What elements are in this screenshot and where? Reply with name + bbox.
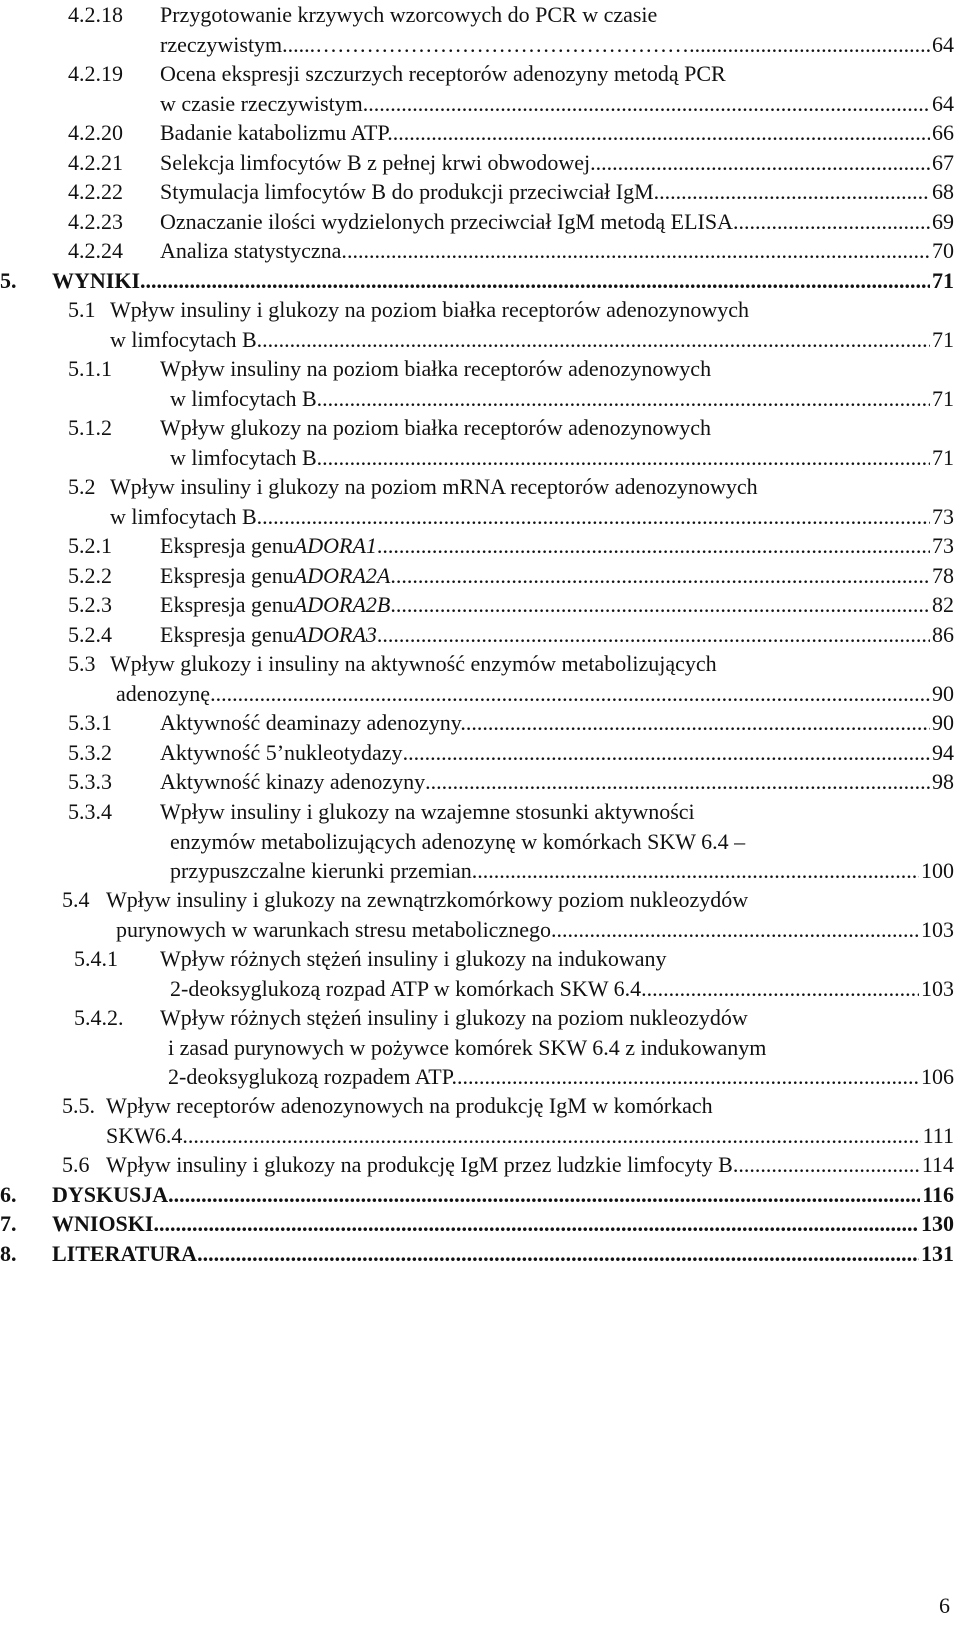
- toc-entry-number: 5.2: [68, 474, 96, 499]
- toc-entry-number: 5.2.4: [68, 622, 112, 647]
- page-number: 6: [939, 1593, 950, 1618]
- toc-entry-suffix: .: [390, 563, 396, 588]
- toc-entry-leader-line: [160, 177, 954, 207]
- toc-entry-number: 7.: [0, 1211, 17, 1236]
- toc-entry-number: 5.4: [62, 887, 90, 912]
- toc-entry-title-line: SKW6.4.: [106, 1122, 188, 1148]
- toc-entry-title-line: purynowych w warunkach stresu metabolicznego.: [116, 916, 557, 942]
- toc-entry-page-number: 71: [932, 268, 954, 293]
- toc-entry-title-line: w limfocytach B.: [110, 326, 263, 352]
- toc-entry-page-number: 73: [932, 533, 954, 558]
- toc-entry-page-number: 71: [932, 444, 954, 470]
- dot-leader: [403, 738, 930, 768]
- toc-entry-page-number: 68: [932, 179, 954, 204]
- toc-entry-title-line: WYNIKI: [52, 268, 141, 293]
- toc-entry-title-line: DYSKUSJA: [52, 1182, 169, 1207]
- toc-entry-number: 5.6: [62, 1152, 90, 1177]
- toc-entry-number: 5.3.2: [68, 740, 112, 765]
- toc-entry-title-line: Analiza statystyczna.: [160, 238, 347, 263]
- toc-entry-title-line: adenozynę: [116, 680, 211, 706]
- dot-leader: [188, 1121, 921, 1151]
- toc-entry-page-number: 78: [932, 563, 954, 588]
- toc-entry-page-number: 73: [932, 503, 954, 529]
- toc-entry-leader-line: [160, 620, 954, 650]
- toc-entry-title-line: przypuszczalne kierunki przemian.: [170, 858, 478, 883]
- toc-entry-leader-line: [160, 590, 954, 620]
- toc-entry-leader-line: [160, 148, 954, 178]
- dot-leader: [689, 30, 930, 60]
- toc-entry-leader-line: [168, 1062, 954, 1092]
- toc-entry-number: 4.2.18: [68, 2, 123, 27]
- dot-leader: [590, 148, 930, 178]
- dot-leader: [457, 1062, 919, 1092]
- toc-entry-page-number: 67: [932, 150, 954, 175]
- toc-entry-number: 5.4.1: [74, 946, 118, 971]
- toc-entry-leader-line: [160, 236, 954, 266]
- dot-leader: [382, 531, 930, 561]
- toc-entry-number: 5.2.2: [68, 563, 112, 588]
- toc-entry-number: 4.2.22: [68, 179, 123, 204]
- toc-entry-page-number: 70: [932, 238, 954, 263]
- toc-entry-page-number: 131: [921, 1241, 954, 1266]
- toc-entry-title-line: Wpływ glukozy i insuliny na aktywność enzymów metabolizujących: [110, 651, 717, 676]
- toc-entry-title-line: 2-deoksyglukozą rozpadem ATP.: [168, 1064, 457, 1089]
- toc-entry-number: 4.2.19: [68, 61, 123, 86]
- toc-entry-leader-line: [160, 531, 954, 561]
- toc-entry-number: 6.: [0, 1182, 17, 1207]
- toc-entry-leader-line: [116, 915, 954, 945]
- gene-name: ADORA2A: [293, 563, 391, 588]
- toc-entry-leader-line: [160, 561, 954, 591]
- gene-name: ADORA1: [293, 533, 377, 558]
- toc-entry-title-line: Ekspresja genu: [160, 622, 294, 647]
- toc-entry-page-number: 103: [921, 916, 954, 942]
- toc-entry-number: 5.3: [68, 651, 96, 676]
- toc-entry-leader-line: [52, 1180, 954, 1210]
- toc-entry-leader-line: [52, 1209, 954, 1239]
- toc-entry-number: 5.1.2: [68, 415, 112, 440]
- toc-entry-page-number: 103: [921, 975, 954, 1001]
- toc-entry-page-number: 98: [932, 769, 954, 794]
- toc-entry-page-number: 71: [932, 385, 954, 411]
- toc-entry-title-line: enzymów metabolizujących adenozynę w komórkach SKW 6.4 –: [170, 828, 746, 854]
- toc-entry-leader-line: [160, 118, 954, 148]
- toc-entry-title-line: Przygotowanie krzywych wzorcowych do PCR w czasie: [160, 2, 658, 27]
- toc-entry-title-line: Wpływ insuliny na poziom białka receptorów adenozynowych: [160, 356, 712, 381]
- toc-entry-page-number: 116: [922, 1182, 954, 1207]
- toc-entry-number: 5.5.: [62, 1093, 95, 1118]
- toc-entry-number: 5.1.1: [68, 356, 112, 381]
- dot-leader: [262, 502, 930, 532]
- toc-entry-leader-line: [160, 207, 954, 237]
- toc-entry-page-number: 100: [921, 858, 954, 883]
- toc-entry-page-number: 130: [921, 1211, 954, 1236]
- toc-entry-page-number: 94: [932, 740, 954, 765]
- toc-entry-page-number: 90: [932, 680, 954, 706]
- toc-entry-title-line: Ekspresja genu: [160, 563, 294, 588]
- toc-entry-page-number: 86: [932, 622, 954, 647]
- toc-entry-page-number: 64: [932, 31, 954, 57]
- toc-entry-title-line: Wpływ insuliny i glukozy na produkcję IgM przez ludzkie limfocyty B: [106, 1152, 733, 1177]
- toc-entry-title-line: Wpływ receptorów adenozynowych na produkcję IgM w komórkach: [106, 1093, 713, 1118]
- dot-leader: [390, 590, 930, 620]
- toc-entry-title-line: Ocena ekspresji szczurzych receptorów adenozyny metodą PCR: [160, 61, 726, 86]
- toc-entry-title-line: Aktywność kinazy adenozyny: [160, 769, 426, 794]
- toc-entry-number: 5.4.2.: [74, 1005, 124, 1030]
- dot-leader: [322, 443, 930, 473]
- dot-leader: [368, 89, 930, 119]
- toc-entry-page-number: 114: [921, 1152, 954, 1177]
- toc-entry-title-line: Wpływ insuliny i glukozy na wzajemne stosunki aktywności: [160, 799, 695, 824]
- toc-entry-number: 4.2.23: [68, 209, 123, 234]
- gene-name: ADORA2B: [293, 592, 391, 617]
- toc-entry-number: 4.2.24: [68, 238, 123, 263]
- toc-entry-page-number: 111: [922, 1122, 954, 1148]
- toc-entry-title-line: LITERATURA: [52, 1241, 198, 1266]
- toc-entry-leader-line: [160, 708, 954, 738]
- toc-entry-number: 8.: [0, 1241, 17, 1266]
- dot-leader: [197, 1239, 919, 1269]
- toc-entry-number: 4.2.21: [68, 150, 123, 175]
- toc-entry-title-line: w czasie rzeczywistym.: [160, 90, 369, 116]
- dot-leader: [140, 266, 930, 296]
- dot-leader: [153, 1209, 919, 1239]
- toc-entry-leader-line: [110, 325, 954, 355]
- toc-entry-title-line: Wpływ różnych stężeń insuliny i glukozy na indukowany: [160, 946, 667, 971]
- toc-entry-page-number: 90: [932, 710, 954, 735]
- dot-leader: [393, 118, 930, 148]
- dot-leader: [659, 177, 930, 207]
- toc-entry-leader-line: [110, 502, 954, 532]
- toc-entry-suffix: .: [376, 622, 383, 647]
- dot-leader: [168, 1180, 920, 1210]
- toc-entry-number: 5.3.3: [68, 769, 112, 794]
- toc-entry-number: 5.2.3: [68, 592, 112, 617]
- toc-entry-leader-line: [160, 767, 954, 797]
- toc-entry-leader-line: [52, 266, 954, 296]
- dot-leader: [396, 561, 930, 591]
- toc-entry-leader-line: [116, 679, 954, 709]
- toc-entry-title-line: Aktywność 5’nukleotydazy: [160, 740, 403, 765]
- toc-entry-title-line: Oznaczanie ilości wydzielonych przeciwciał IgM metodą ELISA: [160, 209, 733, 234]
- toc-entry-title-line: w limfocytach B.: [170, 444, 323, 470]
- toc-entry-title-line: Wpływ różnych stężeń insuliny i glukozy na poziom nukleozydów: [160, 1005, 748, 1030]
- toc-entry-title-line: w limfocytach B.: [170, 385, 323, 411]
- toc-entry-title-line: WNIOSKI: [52, 1211, 154, 1236]
- dot-leader: [322, 384, 930, 414]
- toc-entry-title-line: Ekspresja genu: [160, 533, 294, 558]
- toc-entry-page-number: 71: [932, 326, 954, 352]
- toc-entry-leader-line: [170, 443, 954, 473]
- toc-entry-leader-line: [170, 384, 954, 414]
- toc-entry-page-number: 66: [932, 120, 954, 145]
- toc-entry-title-line: Aktywność deaminazy adenozyny.: [160, 710, 466, 735]
- toc-entry-leader-line: [170, 974, 954, 1004]
- toc-entry-suffix: .: [376, 533, 383, 558]
- toc-entry-number: 5.: [0, 268, 17, 293]
- dot-leader: [262, 325, 930, 355]
- dot-leader: [556, 915, 919, 945]
- toc-entry-leader-line: [170, 856, 954, 886]
- dot-leader: [733, 207, 930, 237]
- toc-entry-page-number: 64: [932, 90, 954, 116]
- toc-entry-page-number: 69: [932, 209, 954, 234]
- dot-leader: [210, 679, 930, 709]
- toc-entry-title-line: Wpływ insuliny i glukozy na poziom mRNA receptorów adenozynowych: [110, 474, 758, 499]
- toc-entry-leader-line: [160, 89, 954, 119]
- dot-leader: [733, 1150, 920, 1180]
- toc-entry-title-line: Wpływ insuliny i glukozy na zewnątrzkomórkowy poziom nukleozydów: [106, 887, 749, 912]
- dot-leader: [382, 620, 930, 650]
- toc-entry-title-line: rzeczywistym......……………………………………………: [160, 31, 690, 57]
- toc-entry-leader-line: [106, 1150, 954, 1180]
- toc-entry-number: 5.2.1: [68, 533, 112, 558]
- toc-entry-page-number: 82: [932, 592, 954, 617]
- dot-leader: [425, 767, 930, 797]
- dot-leader: [647, 974, 919, 1004]
- dot-leader: [466, 708, 930, 738]
- toc-entry-leader-line: [160, 30, 954, 60]
- toc-entry-title-line: i zasad purynowych w pożywce komórek SKW 6.4 z indukowanym: [168, 1034, 767, 1060]
- toc-entry-title-line: Ekspresja genu: [160, 592, 294, 617]
- toc-entry-number: 5.1: [68, 297, 96, 322]
- toc-entry-title-line: Badanie katabolizmu ATP.: [160, 120, 393, 145]
- toc-entry-leader-line: [106, 1121, 954, 1151]
- toc-entry-leader-line: [160, 738, 954, 768]
- dot-leader: [477, 856, 919, 886]
- toc-entry-title-line: Wpływ glukozy na poziom białka receptorów adenozynowych: [160, 415, 712, 440]
- toc-entry-leader-line: [52, 1239, 954, 1269]
- toc-entry-title-line: 2-deoksyglukozą rozpad ATP w komórkach SKW 6.4.: [170, 975, 647, 1001]
- dot-leader: [347, 236, 930, 266]
- gene-name: ADORA3: [293, 622, 377, 647]
- toc-entry-number: 5.3.1: [68, 710, 112, 735]
- toc-entry-title-line: w limfocytach B.: [110, 503, 263, 529]
- toc-entry-number: 5.3.4: [68, 799, 112, 824]
- toc-entry-title-line: Wpływ insuliny i glukozy na poziom białka receptorów adenozynowych: [110, 297, 750, 322]
- toc-entry-title-line: Stymulacja limfocytów B do produkcji przeciwciał IgM.: [160, 179, 660, 204]
- toc-entry-number: 4.2.20: [68, 120, 123, 145]
- toc-entry-title-line: Selekcja limfocytów B z pełnej krwi obwodowej: [160, 150, 591, 175]
- toc-entry-page-number: 106: [921, 1064, 954, 1089]
